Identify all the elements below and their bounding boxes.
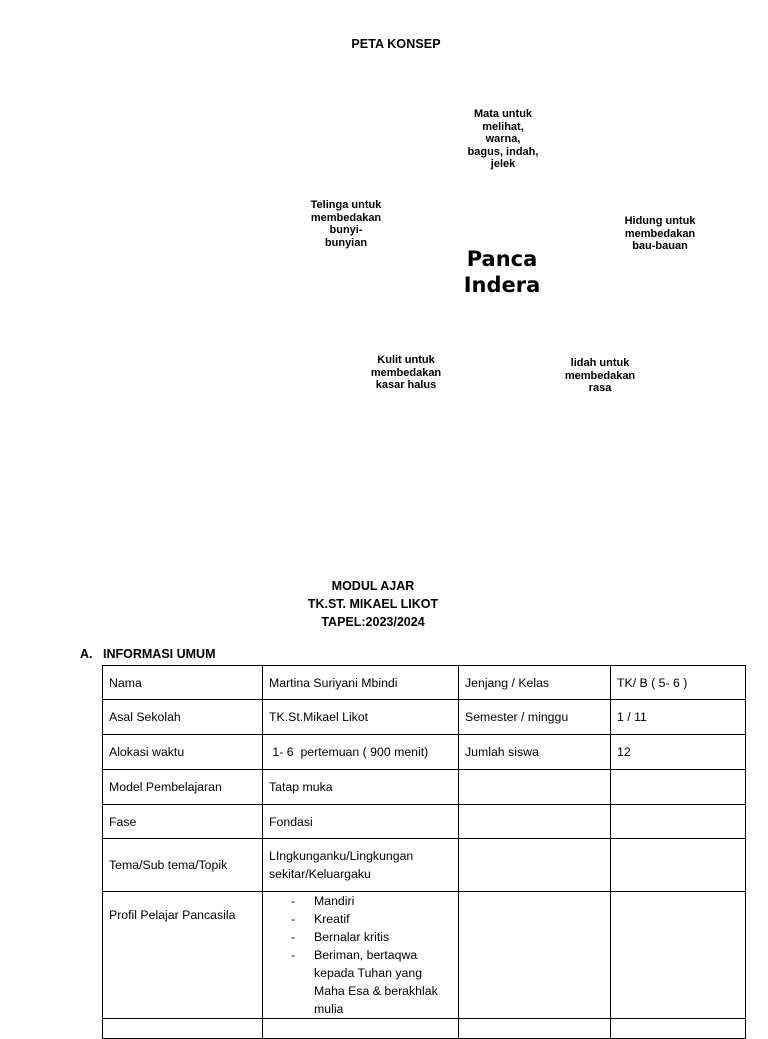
- row-value: Fondasi: [263, 805, 459, 839]
- table-row: [103, 892, 746, 1019]
- concept-map-title: PETA KONSEP: [351, 37, 441, 51]
- concept-node-lidah: [554, 357, 646, 395]
- row-label: Alokasi waktu: [103, 735, 263, 770]
- table-row: [103, 1019, 746, 1039]
- modul-heading: [0, 577, 746, 631]
- table-row: [103, 735, 746, 770]
- row-label-2: Semester / minggu: [459, 700, 611, 735]
- row-label: Profil Pelajar Pancasila: [103, 892, 263, 1019]
- node-line: bagus, indah,: [467, 145, 539, 158]
- row-value-2: 1 / 11: [611, 700, 746, 735]
- profil-list-cell: [263, 892, 459, 1019]
- empty-cell: [263, 1019, 459, 1039]
- row-label-2: [459, 805, 611, 839]
- node-line: bunyian: [324, 236, 368, 249]
- empty-cell: [611, 1019, 746, 1039]
- empty-cell: [459, 1019, 611, 1039]
- row-label-2: Jumlah siswa: [459, 735, 611, 770]
- profil-list: [269, 892, 453, 1018]
- modul-title: MODUL AJAR: [331, 579, 415, 593]
- node-line: membedakan: [310, 211, 382, 224]
- list-item: - Kreatif: [288, 910, 453, 928]
- row-label: Asal Sekolah: [103, 700, 263, 735]
- node-line: Hidung untuk: [624, 215, 696, 227]
- list-item: - Bernalar kritis: [288, 928, 453, 946]
- node-line: lidah untuk: [570, 357, 630, 369]
- school-year: TAPEL:2023/2024: [321, 615, 425, 629]
- node-line: Kulit untuk: [377, 354, 435, 366]
- concept-node-kulit: [360, 354, 452, 392]
- row-label-2: [459, 839, 611, 892]
- table-row: [103, 805, 746, 839]
- info-table: [102, 665, 746, 1039]
- node-line: rasa: [588, 382, 612, 394]
- list-item: - Beriman, bertaqwa kepada Tuhan yang Maha Esa & berakhlak mulia: [288, 946, 453, 1018]
- row-label-2: Jenjang / Kelas: [459, 666, 611, 700]
- section-letter: A.: [80, 647, 93, 661]
- row-value-2: [611, 770, 746, 805]
- node-line: membedakan: [624, 227, 696, 240]
- row-value-2: TK/ B ( 5- 6 ): [611, 666, 746, 700]
- row-label-2: [459, 770, 611, 805]
- section-a-heading: [80, 647, 216, 661]
- node-line: kasar halus: [375, 379, 437, 391]
- node-line: bunyi-: [329, 224, 363, 236]
- empty-cell: [611, 892, 746, 1019]
- concept-node-hidung: [612, 215, 708, 253]
- node-line: membedakan: [564, 369, 636, 382]
- row-value: TK.St.Mikael Likot: [263, 700, 459, 735]
- concept-center-panca-indera: [448, 246, 556, 298]
- node-line: Telinga untuk: [310, 199, 382, 211]
- row-value: LIngkunganku/Lingkungan sekitar/Keluargaku: [263, 839, 459, 892]
- node-line: membedakan: [370, 366, 442, 379]
- section-title: INFORMASI UMUM: [103, 647, 216, 661]
- row-label: Fase: [103, 805, 263, 839]
- row-value-2: [611, 805, 746, 839]
- table-row: [103, 666, 746, 700]
- row-label: Nama: [103, 666, 263, 700]
- node-line: bau-bauan: [632, 240, 688, 252]
- node-line: melihat,: [482, 120, 524, 133]
- node-line: warna,: [485, 133, 521, 145]
- empty-cell: [103, 1019, 263, 1039]
- table-row: [103, 839, 746, 892]
- center-line: Panca: [466, 247, 538, 271]
- list-item: - Mandiri: [288, 892, 453, 910]
- concept-node-mata: [460, 108, 546, 171]
- table-row: [103, 700, 746, 735]
- row-value-2: 12: [611, 735, 746, 770]
- school-name: TK.ST. MIKAEL LIKOT: [307, 597, 439, 611]
- row-value: Tatap muka: [263, 770, 459, 805]
- row-value: Martina Suriyani Mbindi: [263, 666, 459, 700]
- empty-cell: [459, 892, 611, 1019]
- row-label: Tema/Sub tema/Topik: [103, 839, 263, 892]
- table-row: [103, 770, 746, 805]
- node-line: jelek: [490, 158, 516, 170]
- concept-node-telinga: [300, 199, 392, 249]
- node-line: Mata untuk: [473, 108, 533, 120]
- row-value-2: [611, 839, 746, 892]
- row-label: Model Pembelajaran: [103, 770, 263, 805]
- center-line: Indera: [463, 273, 541, 297]
- row-value: 1- 6 pertemuan ( 900 menit): [263, 735, 459, 770]
